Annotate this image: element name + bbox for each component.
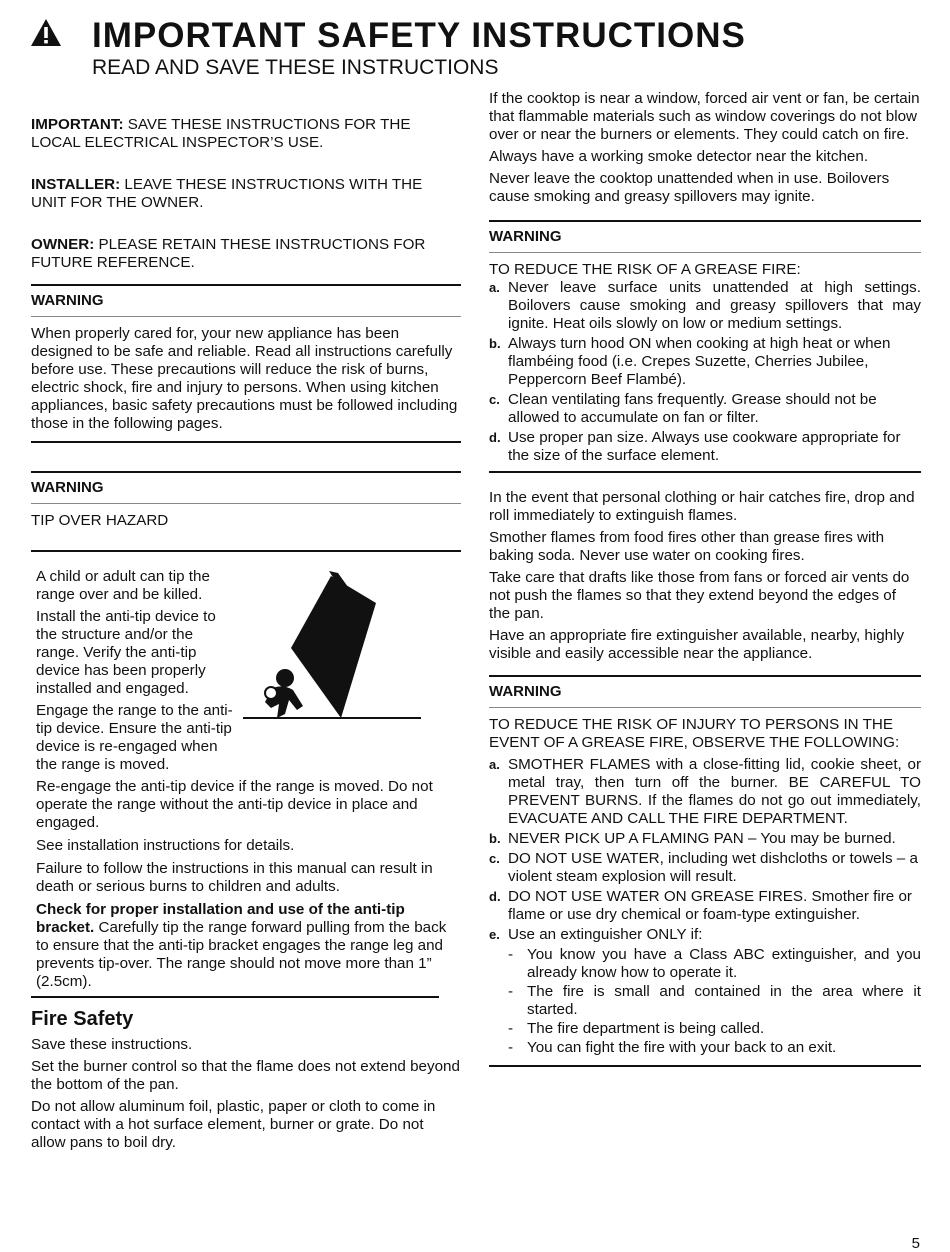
grease-fire-injury-list: [489, 756, 921, 1057]
paragraph: Always have a working smoke detector near the kitchen.: [489, 148, 869, 165]
grease-fire-list: [489, 279, 921, 465]
list-item: - The fire department is being called.: [508, 1020, 921, 1038]
warning-lead: TO REDUCE THE RISK OF INJURY TO PERSONS IN THE EVENT OF A GREASE FIRE, OBSERVE THE FOLLOWING:: [489, 716, 900, 751]
list-item: e. Use an extinguisher ONLY if: - You know you have a Class ABC extinguisher, and you already know how to operate it. - The fire is small and contained in the area where it started. - The fire department is being called. - You can fight the fire with your back to an exit.: [489, 926, 921, 1057]
paragraph: Smother flames from food fires other than grease fires with baking soda. Never use water on cooking fires.: [489, 529, 885, 564]
paragraph: Engage the range to the anti-tip device. Ensure the anti-tip device is re-engaged when the range is moved.: [36, 702, 233, 773]
notice-important: IMPORTANT: SAVE THESE INSTRUCTIONS FOR THE LOCAL ELECTRICAL INSPECTOR’S USE.: [31, 116, 411, 151]
warning-box-injury: [489, 675, 921, 1067]
paragraph: Do not allow aluminum foil, plastic, paper or cloth to come in contact with a hot surface element, burner or grate. Do not allow pans to boil dry.: [31, 1098, 436, 1151]
left-column: [31, 116, 461, 1156]
notices: [31, 116, 461, 272]
anti-tip-check-paragraph: Check for proper installation and use of the anti-tip bracket. Carefully tip the range forward pulling from the back to ensure that the anti-tip bracket engages the range leg and prevents tip-over. The range should not move more than 1” (2.5cm).: [36, 901, 447, 990]
paragraph: Re-engage the anti-tip device if the range is moved. Do not operate the range without the anti-tip device in place and engaged.: [36, 778, 433, 831]
clothing-fire-text: [489, 489, 921, 663]
warning-box-grease-fire: [489, 220, 921, 473]
tip-over-hazard-label: TIP OVER HAZARD: [31, 512, 169, 529]
paragraph: In the event that personal clothing or hair catches fire, drop and roll immediately to extinguish flames.: [489, 489, 915, 524]
paragraph: Install the anti-tip device to the structure and/or the range. Verify the anti-tip device has been properly installed and engaged.: [36, 608, 216, 697]
notice-owner: OWNER: PLEASE RETAIN THESE INSTRUCTIONS FOR FUTURE REFERENCE.: [31, 236, 426, 271]
divider: [31, 441, 461, 443]
list-item: a. SMOTHER FLAMES with a close-fitting lid, cookie sheet, or metal tray, then turn off the burner. BE CAREFUL TO PREVENT BURNS. If the flames do not go out immediately, EVACUATE AND CALL THE FIRE DEPARTMENT.: [489, 756, 921, 827]
paragraph: If the cooktop is near a window, forced air vent or fan, be certain that flammable materials such as window coverings do not blow over or near the burners or elements. They could catch on fire.: [489, 90, 920, 143]
page-title: IMPORTANT SAFETY INSTRUCTIONS: [92, 16, 746, 55]
list-item: - You can fight the fire with your back to an exit.: [508, 1039, 921, 1057]
tip-over-section: [31, 568, 461, 998]
warning-box-tip-over: [31, 471, 461, 998]
tip-over-beside-text: [36, 568, 236, 774]
fire-safety-text: [31, 1036, 461, 1152]
list-item: c. Clean ventilating fans frequently. Grease should not be allowed to accumulate on fan or filter.: [489, 391, 877, 426]
tip-over-full-text: [36, 778, 461, 991]
paragraph: Set the burner control so that the flame does not extend beyond the bottom of the pan.: [31, 1058, 460, 1093]
list-item: c. DO NOT USE WATER, including wet dishcloths or towels – a violent steam explosion will result.: [489, 850, 918, 885]
list-item: - The fire is small and contained in the area where it started.: [508, 983, 921, 1019]
paragraph: Save these instructions.: [31, 1036, 193, 1053]
warning-box-general: [31, 284, 461, 443]
paragraph: Never leave the cooktop unattended when in use. Boilovers cause smoking and greasy spillovers may ignite.: [489, 170, 890, 205]
warning-lead: TO REDUCE THE RISK OF A GREASE FIRE:: [489, 261, 801, 278]
warning-text: When properly cared for, your new appliance has been designed to be safe and reliable. Read all instructions carefully before use. These precautions will reduce the risk of burns, electric shock, fire and injury to persons. When using kitchen appliances, basic safety precautions must be followed including those in the following pages.: [31, 325, 458, 432]
page-subtitle: READ AND SAVE THESE INSTRUCTIONS: [92, 56, 499, 79]
list-item: b. NEVER PICK UP A FLAMING PAN – You may be burned.: [489, 830, 896, 847]
notice-installer: INSTALLER: LEAVE THESE INSTRUCTIONS WITH THE UNIT FOR THE OWNER.: [31, 176, 423, 211]
page-number: 5: [911, 1235, 920, 1252]
range-tipping-illustration-icon: [241, 568, 426, 728]
warning-triangle-icon: [30, 18, 62, 48]
list-item: b. Always turn hood ON when cooking at high heat or when flambéing food (i.e. Crepes Suzette, Cherries Jubilee, Peppercorn Beef Flambé).: [489, 335, 891, 388]
paragraph: A child or adult can tip the range over and be killed.: [36, 568, 210, 603]
warning-heading: WARNING: [489, 228, 921, 253]
divider: [489, 471, 921, 473]
divider: [31, 996, 439, 998]
fire-safety-heading: Fire Safety: [31, 1008, 134, 1030]
cooktop-intro: [489, 90, 921, 206]
list-item: a. Never leave surface units unattended at high settings. Boilovers cause smoking and greasy spillovers that may ignite. Heat oils slowly on low or medium settings.: [489, 279, 921, 332]
warning-heading: WARNING: [31, 292, 461, 317]
paragraph: Take care that drafts like those from fans or forced air vents do not push the flames so that they extend beyond the edges of the pan.: [489, 569, 910, 622]
list-item: d. Use proper pan size. Always use cookware appropriate for the size of the surface element.: [489, 429, 901, 464]
warning-heading: WARNING: [489, 683, 921, 708]
divider: [31, 550, 461, 552]
divider: [489, 1065, 921, 1067]
list-item: - You know you have a Class ABC extinguisher, and you already know how to operate it.: [508, 946, 921, 982]
warning-heading: WARNING: [31, 479, 461, 504]
list-item: d. DO NOT USE WATER ON GREASE FIRES. Smother fire or flame or use dry chemical or foam-type extinguisher.: [489, 888, 912, 923]
extinguisher-conditions: [508, 946, 921, 1057]
right-column: [489, 90, 921, 1067]
paragraph: Failure to follow the instructions in this manual can result in death or serious burns to children and adults.: [36, 860, 433, 895]
paragraph: See installation instructions for details.: [36, 837, 295, 854]
paragraph: Have an appropriate fire extinguisher available, nearby, highly visible and easily accessible near the appliance.: [489, 627, 905, 662]
